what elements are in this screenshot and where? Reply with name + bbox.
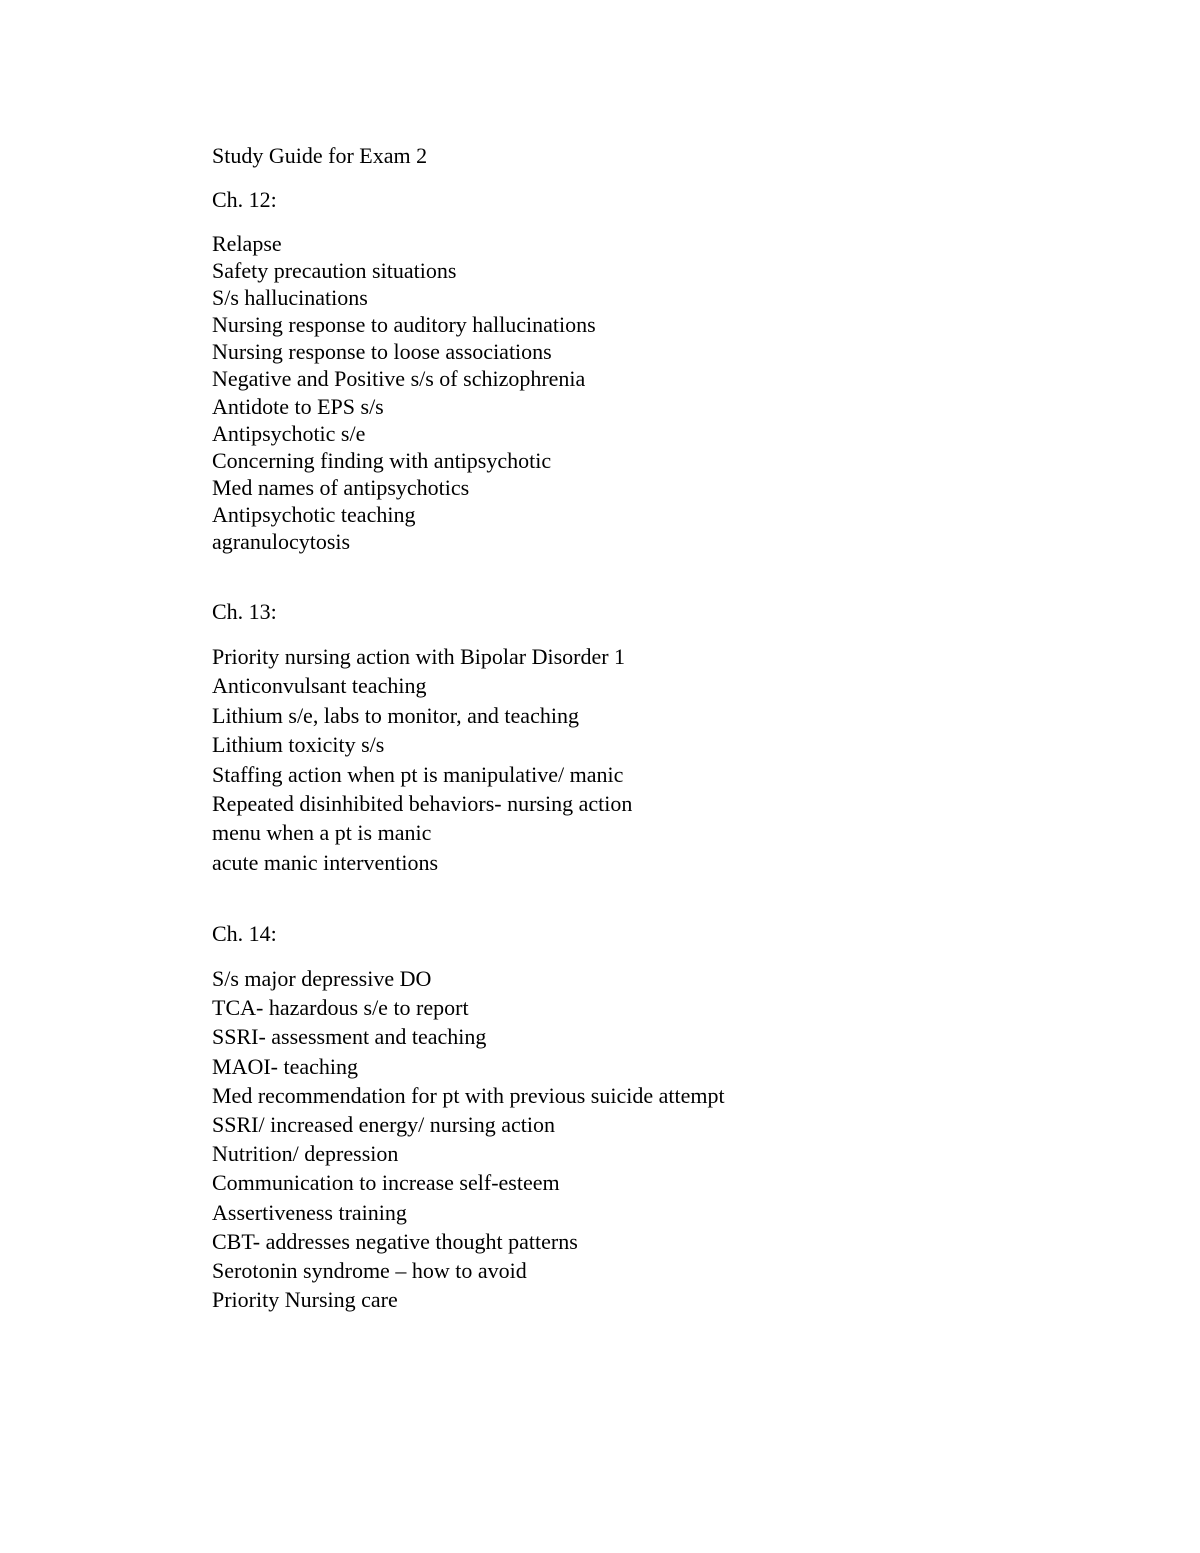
topic-item: S/s hallucinations [212, 285, 368, 311]
topic-item: Antipsychotic s/e [212, 420, 366, 446]
topic-item: Nursing response to auditory hallucinations [212, 312, 596, 338]
topic-item: Antidote to EPS s/s [212, 393, 384, 419]
topic-item: Anticonvulsant teaching [212, 673, 427, 699]
topic-item: TCA- hazardous s/e to report [212, 995, 469, 1021]
chapter-13-heading: Ch. 13: [212, 599, 277, 624]
topic-item: Priority nursing action with Bipolar Disorder 1 [212, 644, 626, 669]
topic-item: Med recommendation for pt with previous suicide attempt [212, 1082, 725, 1108]
topic-item: CBT- addresses negative thought patterns [212, 1228, 578, 1254]
topic-item: Safety precaution situations [212, 258, 457, 284]
topic-item: agranulocytosis [212, 529, 351, 555]
topic-item: Nursing response to loose associations [212, 339, 552, 365]
topic-item: Communication to increase self-esteem [212, 1170, 560, 1196]
topic-item: menu when a pt is manic [212, 820, 432, 846]
topic-item: Negative and Positive s/s of schizophrenia [212, 366, 586, 392]
chapter-12-topic-list [212, 230, 596, 555]
topic-item: Lithium s/e, labs to monitor, and teaching [212, 702, 579, 728]
topic-item: SSRI- assessment and teaching [212, 1024, 487, 1050]
topic-item: S/s major depressive DO [212, 966, 432, 991]
chapter-12-heading: Ch. 12: [212, 187, 277, 212]
topic-item: Nutrition/ depression [212, 1141, 399, 1167]
topic-item: Relapse [212, 231, 282, 256]
topic-item: Antipsychotic teaching [212, 501, 416, 527]
chapter-13-topic-list [212, 642, 632, 877]
topic-item: Med names of antipsychotics [212, 474, 470, 500]
topic-item: Priority Nursing care [212, 1287, 398, 1313]
topic-item: Concerning finding with antipsychotic [212, 447, 552, 473]
chapter-14-heading: Ch. 14: [212, 921, 277, 946]
document-title: Study Guide for Exam 2 [212, 143, 428, 168]
topic-item: MAOI- teaching [212, 1053, 359, 1079]
topic-item: Assertiveness training [212, 1199, 407, 1225]
topic-item: Lithium toxicity s/s [212, 732, 385, 758]
topic-item: Staffing action when pt is manipulative/ manic [212, 761, 624, 787]
topic-item: SSRI/ increased energy/ nursing action [212, 1112, 555, 1138]
topic-item: Repeated disinhibited behaviors- nursing action [212, 791, 633, 817]
topic-item: Serotonin syndrome – how to avoid [212, 1258, 527, 1284]
chapter-14-topic-list [212, 964, 725, 1314]
topic-item: acute manic interventions [212, 849, 439, 875]
